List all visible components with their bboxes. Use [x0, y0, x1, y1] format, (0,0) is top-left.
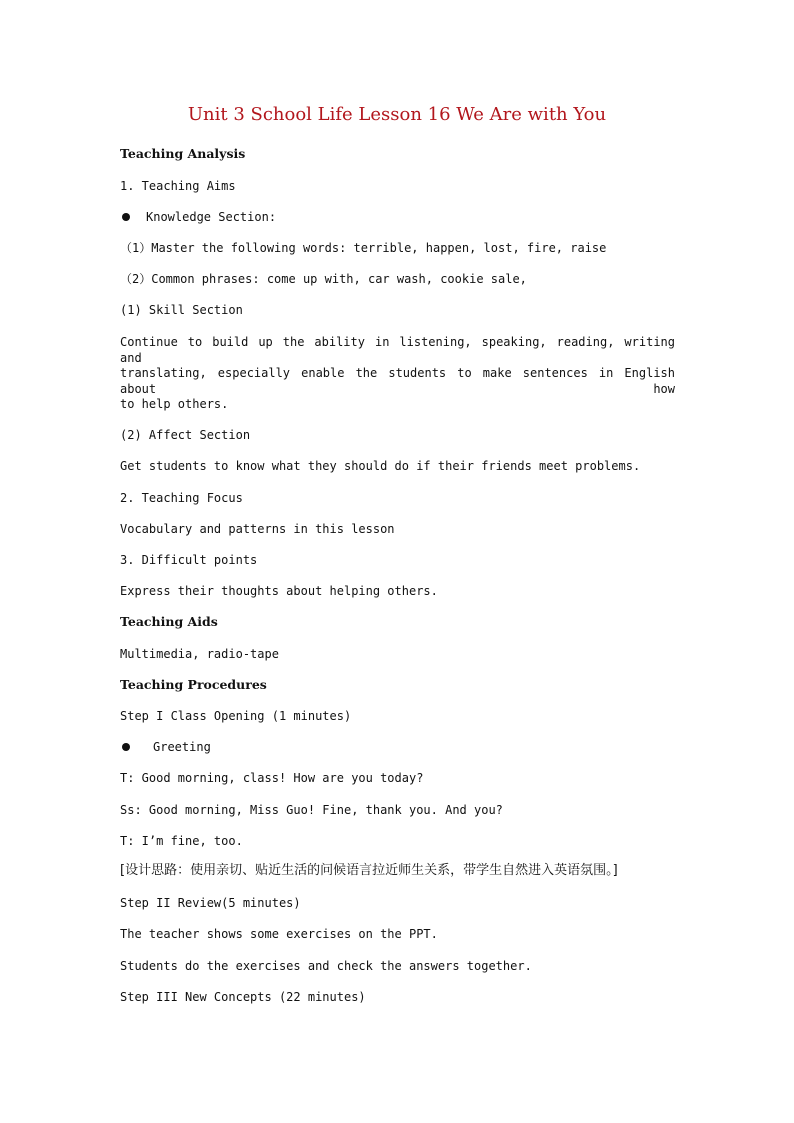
step-heading: Step I Class Opening (1 minutes) [120, 709, 352, 723]
heading-teaching-analysis: Teaching Analysis [120, 146, 246, 161]
dialogue-line: T: Good morning, class! How are you today? [120, 771, 424, 785]
paragraph-line: Continue to build up the ability in listening, speaking, reading, writing and [120, 335, 675, 365]
paragraph-line: Students do the exercises and check the answers together. [120, 959, 532, 973]
design-note: [设计思路：使用亲切、贴近生活的问候语言拉近师生关系，带学生自然进入英语氛围。] [120, 863, 618, 878]
dialogue-line: Ss: Good morning, Miss Guo! Fine, thank you. And you? [120, 803, 503, 817]
paragraph-line: The teacher shows some exercises on the PPT. [120, 927, 438, 941]
step-heading: Step III New Concepts (22 minutes) [120, 990, 366, 1004]
section-teaching-focus: 2. Teaching Focus [120, 491, 243, 505]
dialogue-line: T: I’m fine, too. [120, 834, 243, 848]
document-title: Unit 3 School Life Lesson 16 We Are with You [187, 104, 607, 125]
paragraph-line: Vocabulary and patterns in this lesson [120, 522, 395, 536]
bullet-greeting [120, 739, 211, 755]
heading-teaching-procedures: Teaching Procedures [120, 677, 267, 692]
paragraph-line: to help others. [120, 397, 229, 411]
subsection-skill: (1) Skill Section [120, 303, 243, 317]
bullet-label: Greeting [153, 740, 211, 754]
paragraph-line: Express their thoughts about helping others. [120, 584, 438, 598]
step-heading: Step II Review(5 minutes) [120, 896, 301, 910]
knowledge-item-phrases: （2）Common phrases: come up with, car wash, cookie sale, [120, 272, 527, 286]
subsection-affect: (2) Affect Section [120, 428, 251, 442]
heading-teaching-aids: Teaching Aids [120, 614, 218, 629]
bullet-icon [122, 213, 130, 221]
paragraph-line: Multimedia, radio-tape [120, 647, 279, 661]
bullet-label: Knowledge Section: [146, 210, 277, 224]
bullet-icon [122, 743, 130, 751]
paragraph-line: translating, especially enable the students to make sentences in English about how [120, 366, 675, 396]
section-teaching-aims: 1. Teaching Aims [120, 179, 236, 193]
paragraph-line: Get students to know what they should do if their friends meet problems. [120, 459, 641, 473]
bullet-knowledge-section [120, 209, 276, 225]
section-difficult-points: 3. Difficult points [120, 553, 258, 567]
knowledge-item-words: （1）Master the following words: terrible, happen, lost, fire, raise [120, 241, 607, 255]
